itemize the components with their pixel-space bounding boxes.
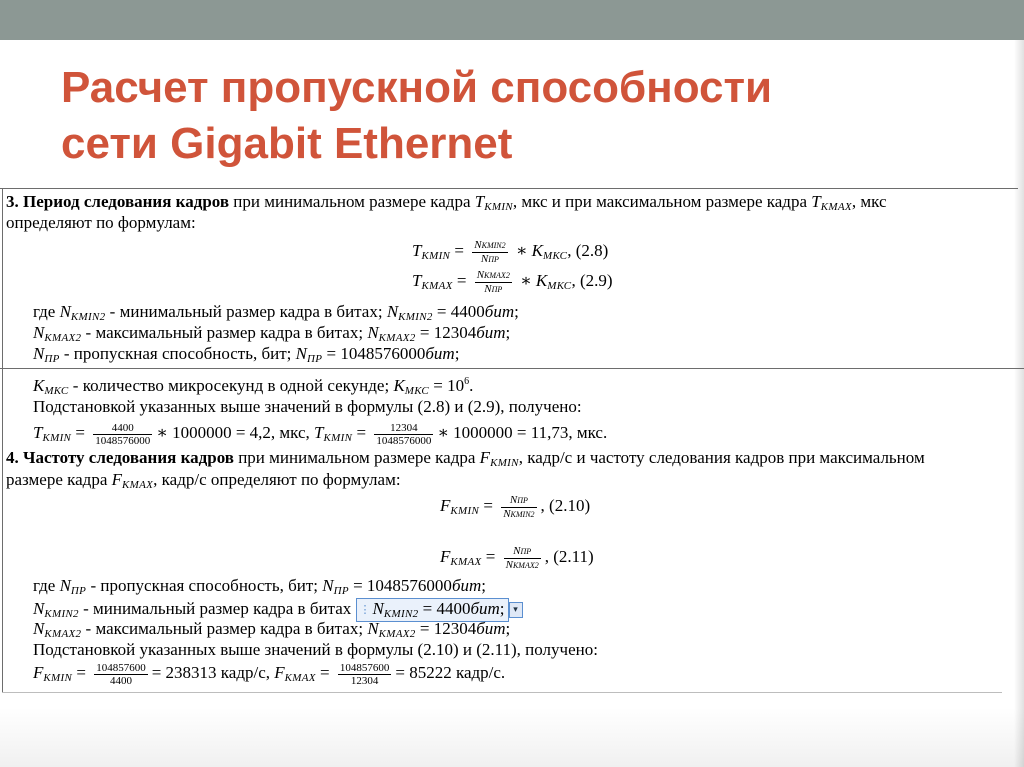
slide-right-shadow bbox=[1014, 40, 1024, 767]
slide-title-line-1: Расчет пропускной способности bbox=[61, 63, 773, 112]
s4-line2: размере кадра FKMAX, кадр/с определяют по формулам: bbox=[6, 470, 401, 491]
s4-line1: 4. Частоту следования кадров при минимальном размере кадра FKMIN, кадр/с и частоту следования кадров при максимальном bbox=[6, 448, 925, 469]
image-split-rule bbox=[0, 368, 1024, 369]
drag-handle-icon[interactable]: ⋮ bbox=[359, 604, 371, 617]
s3-line2: определяют по формулам: bbox=[6, 213, 196, 232]
s3-where-line2: NKMAX2 - максимальный размер кадра в битах; NKMAX2 = 12304бит; bbox=[33, 323, 511, 344]
formula-2-9: TKMAX = $\frac{\text{NKMAX2}}{\text{NПР}}$ ∗ KМКС, (2.9) bbox=[412, 268, 613, 295]
image-left-rule bbox=[2, 188, 3, 693]
s3-line1: 3. Период следования кадров при минимальном размере кадра TKMIN, мкс и при максимальном размере кадра TKMAX, мкс bbox=[6, 192, 887, 213]
s3-where-line3: NПР - пропускная способность, бит; NПР = 1048576000бит; bbox=[33, 344, 460, 365]
s3-kmks-line: KМКС - количество микросекунд в одной секунде; KМКС = $10^6$. bbox=[33, 376, 474, 397]
s4-results-line: FKMIN = $\frac{104857600}{4400}$ = 238313 кадр/с, FKMAX = $\frac{104857600}{12304}$ = 85222 кадр/с. bbox=[33, 661, 506, 687]
formula-2-10: FKMIN = $\frac{\text{NПР}}{\text{NKMIN2}}$ , (2.10) bbox=[440, 493, 591, 520]
s4-where-line3: NKMAX2 - максимальный размер кадра в битах; NKMAX2 = 12304бит; bbox=[33, 619, 511, 640]
formula-2-8: TKMIN = $\frac{\text{NKMIN2}}{\text{NПР}}$ ∗ KМКС, (2.8) bbox=[412, 238, 609, 265]
image-top-rule bbox=[0, 188, 1018, 189]
slide-title bbox=[61, 60, 961, 172]
slide-top-bar bbox=[0, 0, 1024, 40]
s3-results-line: TKMIN = $\frac{4400}{1048576000}$ ∗ 1000000 = 4,2, мкс, TKMIN = $\frac{12304}{1048576000}$ ∗ 1000000 = 11,73, мкс. bbox=[33, 421, 608, 447]
s4-substitution-line: Подстановкой указанных выше значений в формулы (2.10) и (2.11), получено: bbox=[33, 640, 598, 659]
s3-substitution-line: Подстановкой указанных выше значений в формулы (2.8) и (2.9), получено: bbox=[33, 397, 582, 416]
s4-where-line1: где NПР - пропускная способность, бит; NПР = 1048576000бит; bbox=[33, 576, 486, 597]
s3-where-line1: где NKMIN2 - минимальный размер кадра в битах; NKMIN2 = 4400бит; bbox=[33, 302, 519, 323]
selected-equation-box[interactable]: ⋮ NKMIN2 = 4400бит; bbox=[356, 598, 509, 622]
slide-bottom-shadow bbox=[0, 707, 1024, 767]
formula-2-11: FKMAX = $\frac{\text{NПР}}{\text{NKMAX2}}$ , (2.11) bbox=[440, 544, 594, 571]
slide-title-line-2: сети Gigabit Ethernet bbox=[61, 119, 513, 168]
image-bottom-crop bbox=[2, 692, 1002, 693]
s4-heading: Частоту следования кадров bbox=[23, 448, 234, 467]
equation-options-dropdown-icon[interactable]: ▾ bbox=[509, 602, 523, 618]
s4-where-line2: NKMIN2 - минимальный размер кадра в битах ⋮ NKMIN2 = 4400бит; ▾ bbox=[33, 598, 523, 622]
s3-heading: Период следования кадров bbox=[23, 192, 230, 211]
